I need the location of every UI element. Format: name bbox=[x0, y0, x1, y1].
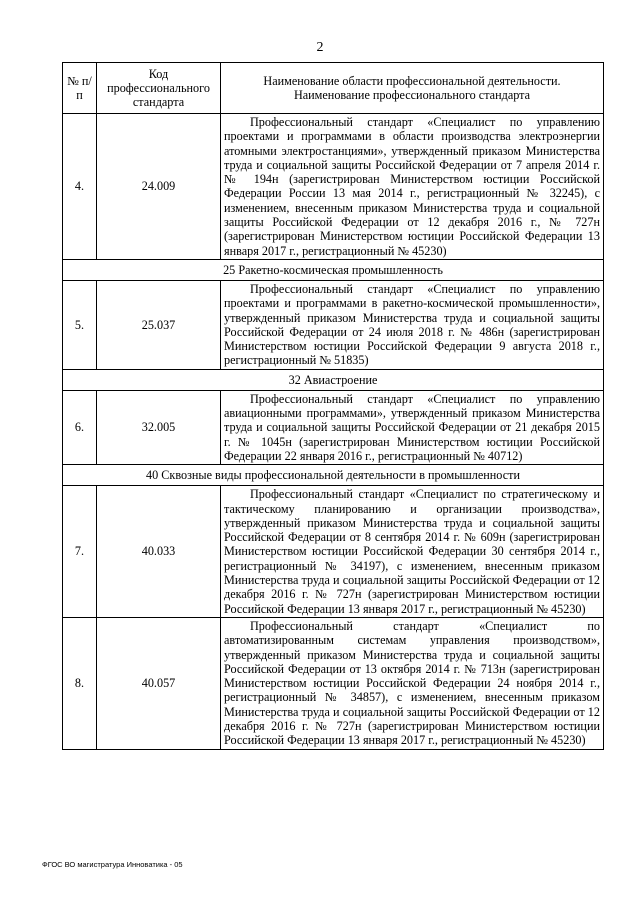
table-header-row bbox=[63, 63, 604, 114]
row-num: 6. bbox=[63, 390, 97, 464]
table-row bbox=[63, 390, 604, 464]
section-row bbox=[63, 465, 604, 486]
table-row bbox=[63, 486, 604, 618]
page-number: 2 bbox=[316, 40, 324, 55]
row-description: Профессиональный стандарт «Специалист по управлению проектами и программами в ракетно-космической промышленности», утвержденный приказом Министерства труда и социальной защиты Российской Федерации от 24 июля 2018 г. № 486н (зарегистрирован Министерством юстиции Российской Федерации 9 августа 2018 г., регистрационный № 51835) bbox=[221, 280, 604, 369]
section-heading: 40 Сквозные виды профессиональной деятельности в промышленности bbox=[63, 465, 604, 486]
row-num: 8. bbox=[63, 617, 97, 749]
professional-standards-table bbox=[62, 62, 604, 750]
table-row bbox=[63, 617, 604, 749]
row-num: 7. bbox=[63, 486, 97, 618]
row-num: 5. bbox=[63, 280, 97, 369]
row-code: 40.033 bbox=[97, 486, 221, 618]
table-row bbox=[63, 280, 604, 369]
header-num: № п/п bbox=[63, 63, 97, 114]
section-heading: 25 Ракетно-космическая промышленность bbox=[63, 259, 604, 280]
table-row bbox=[63, 114, 604, 260]
row-num: 4. bbox=[63, 114, 97, 260]
row-description: Профессиональный стандарт «Специалист по управлению проектами и программами в области производства электроэнергии атомными электростанциями», утвержденный приказом Министерства труда и социальной защиты Российской Федерации от 7 апреля 2014 г. № 194н (зарегистрирован Министерством юстиции Российской Федерации России 13 мая 2014 г., регистрационный № 32245), с изменением, внесенным приказом Министерства труда и социальной защиты Российской Федерации от 12 декабря 2016 г., № 727н (зарегистрирован Министерством юстиции Российской Федерации 13 января 2017 г., регистрационный № 45230) bbox=[221, 114, 604, 260]
row-description: Профессиональный стандарт «Специалист по управлению авиационными программами», утвержденный приказом Министерства труда и социальной защиты Российской Федерации от 21 декабря 2015 г. № 1045н (зарегистрирован Министерством юстиции Российской Федерации 22 января 2016 г., регистрационный № 40712) bbox=[221, 390, 604, 464]
section-row bbox=[63, 369, 604, 390]
row-description: Профессиональный стандарт «Специалист по стратегическому и тактическому планированию и организации производства», утвержденный приказом Министерства труда и социальной защиты Российской Федерации от 8 сентября 2014 г. № 609н (зарегистрирован Министерством юстиции Российской Федерации 30 сентября 2014 г., регистрационный № 34197), с изменением, внесенным приказом Министерства труда и социальной защиты Российской Федерации от 12 декабря 2016 г. № 727н (зарегистрирован Министерством юстиции Российской Федерации 13 января 2017 г., регистрационный № 45230) bbox=[221, 486, 604, 618]
header-code: Код профессионального стандарта bbox=[97, 63, 221, 114]
row-code: 24.009 bbox=[97, 114, 221, 260]
row-code: 32.005 bbox=[97, 390, 221, 464]
row-code: 25.037 bbox=[97, 280, 221, 369]
row-description: Профессиональный стандарт «Специалист по автоматизированным системам управления производством», утвержденный приказом Министерства труда и социальной защиты Российской Федерации от 13 октября 2014 г. № 713н (зарегистрирован Министерством юстиции Российской Федерации 24 ноября 2014 г., регистрационный № 34857), с изменением, внесенным приказом Министерства труда и социальной защиты Российской Федерации от 12 декабря 2016 г. № 727н (зарегистрирован Министерством юстиции Российской Федерации 13 января 2017 г., регистрационный № 45230) bbox=[221, 617, 604, 749]
header-name: Наименование области профессиональной деятельности. Наименование профессионального стандарта bbox=[221, 63, 604, 114]
section-row bbox=[63, 259, 604, 280]
section-heading: 32 Авиастроение bbox=[63, 369, 604, 390]
page-footer: ФГОС ВО магистратура Инноватика - 05 bbox=[42, 860, 183, 869]
row-code: 40.057 bbox=[97, 617, 221, 749]
